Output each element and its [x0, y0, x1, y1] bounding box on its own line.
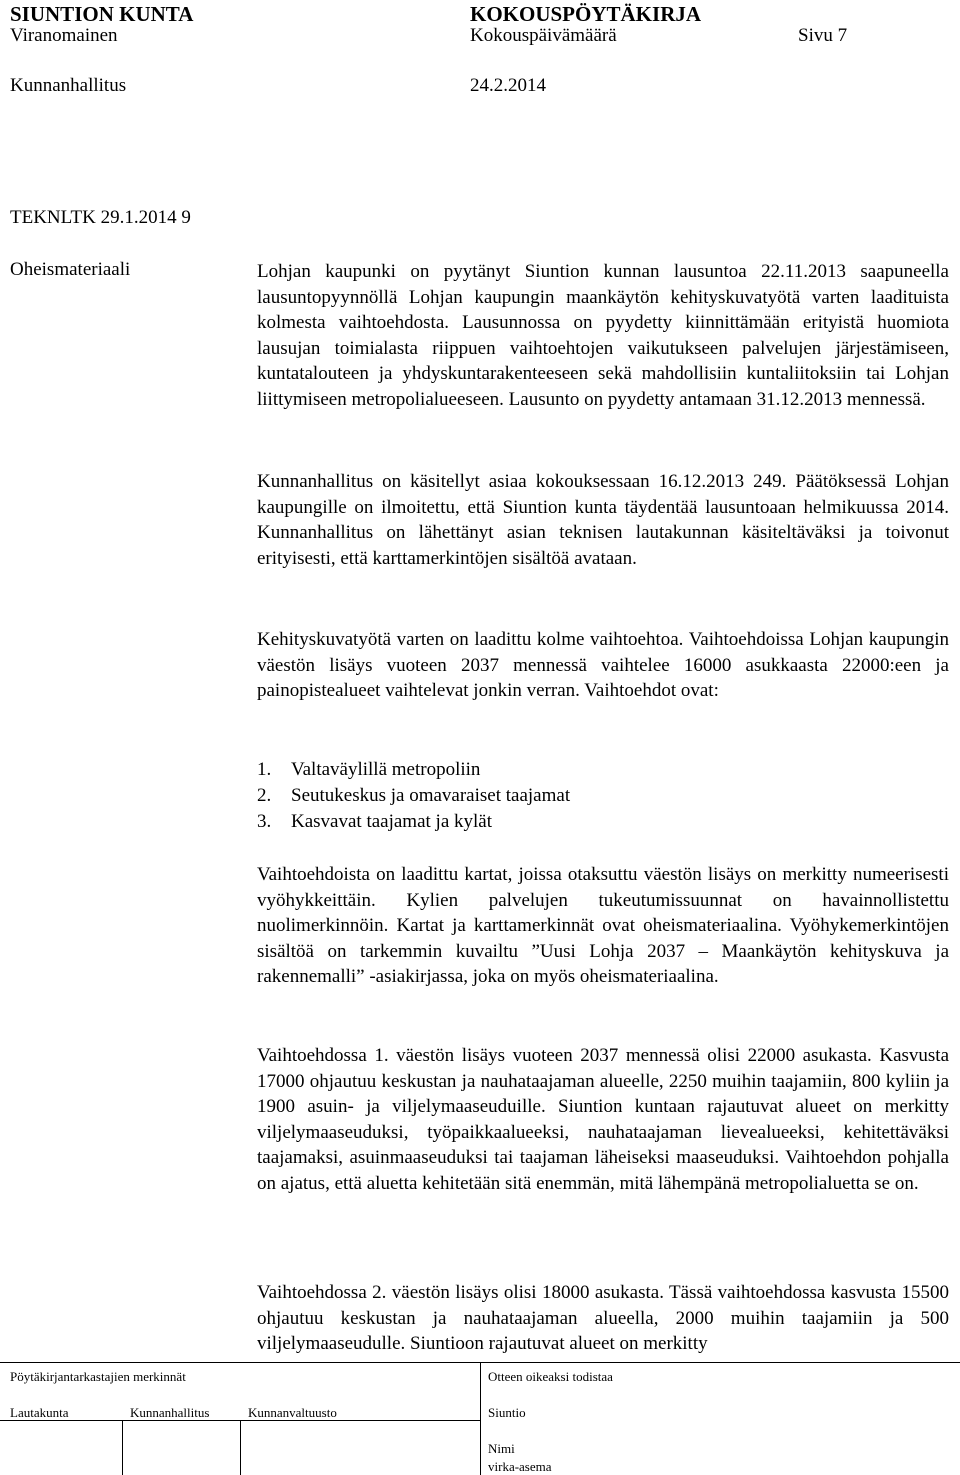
certification-label: Otteen oikeaksi todistaa: [488, 1369, 613, 1384]
footer-col-rule: [240, 1420, 241, 1475]
list-item-text: Seutukeskus ja omavaraiset taajamat: [291, 785, 571, 806]
authority-label: Viranomainen: [10, 25, 118, 46]
paragraph-request: Lohjan kaupunki on pyytänyt Siuntion kunnan lausuntoa 22.11.2013 saapuneella lausuntopyynnöllä Lohjan kaupungin maankäytön kehityskuvatyötä varten laadituista kolmesta vaihtoehdosta. Lausunnossa on pyydetty kiinnittämään erityistä huomiota lausujan toimialasta riippuen vaihtoehtojen vaikutukseen palvelujen järjestämiseen, kuntatalouteen ja yhdyskuntarakenteeseen sekä mahdollisiin kuntaliitoksiin tai Lohjan liittymiseen metropolialueeseen. Lausunto on pyydetty antamaan 31.12.2013 mennessä.: [257, 261, 949, 410]
paragraph-option-1: Vaihtoehdossa 1. väestön lisäys vuoteen 2037 mennessä olisi 22000 asukasta. Kasvusta 17000 ohjautuu keskustan ja nauhataajaman alueelle, 2250 muihin taajamiin, 800 kyliin ja 1900 asuin- ja viljelymaaseuduille. Siuntion kuntaan rajautuvat alueet on merkitty viljelymaaseuduksi, työpaikkaalueeksi, nauhataajaman lievealueeksi, kehitettäväksi taajamaksi, asuinmaaseuduksi tai taajaman läheiseksi maaseuduksi. Vaihtoehdon pohjalla on ajatus, että aluetta kehitetään sitä enemmän, mitä lähempänä metropolialuetta se on.: [257, 1045, 949, 1194]
list-item-text: Valtaväylillä metropoliin: [291, 759, 481, 780]
list-item-number: 3.: [257, 811, 272, 832]
list-item-number: 2.: [257, 785, 272, 806]
title-label: virka-asema: [488, 1459, 552, 1474]
section-label: Oheismateriaali: [10, 259, 131, 280]
org-name: SIUNTION KUNTA: [10, 2, 194, 26]
list-item: [257, 811, 492, 833]
place-label: Siuntio: [488, 1405, 526, 1420]
paragraph-board-decision: Kunnanhallitus on käsitellyt asiaa kokouksessaan 16.12.2013 249. Päätöksessä Lohjan kaupungille on ilmoitettu, että Siuntion kunta täydentää lausuntoaan helmikuussa 2014. Kunnanhallitus on lähettänyt asian teknisen lautakunnan käsiteltäväksi ja toivonut erityisesti, että karttamerkintöjen sisältöä avataan.: [257, 471, 949, 569]
footer-divider: [480, 1362, 481, 1475]
reference: TEKNLTK 29.1.2014 9: [10, 207, 191, 228]
date-label: Kokouspäivämäärä: [470, 25, 617, 46]
meeting-date: 24.2.2014: [470, 75, 546, 96]
document-type: KOKOUSPÖYTÄKIRJA: [470, 2, 702, 26]
list-item-number: 1.: [257, 759, 272, 780]
list-item: [257, 785, 570, 807]
government-column-label: Kunnanhallitus: [130, 1405, 210, 1420]
paragraph-maps: Vaihtoehdoista on laadittu kartat, joissa otaksuttu väestön lisäys on merkitty numeerisesti vyöhykkeittäin. Kylien palvelujen tukeutumissuunnat on havainnollistettu nuolimerkinnöin. Kartat ja karttamerkinnät ovat oheismateriaalina. Vyöhykemerkintöjen sisältöä on tarkemmin kuvailtu ”Uusi Lohja 2037 – Maankäytön kehityskuva ja rakennemalli” -asiakirjassa, joka on myös oheismateriaalina.: [257, 864, 949, 987]
footer-col-rule: [122, 1420, 123, 1475]
paragraph-option-2: Vaihtoehdossa 2. väestön lisäys olisi 18000 asukasta. Tässä vaihtoehdossa kasvusta 15500 ohjautuu keskustan ja nauhataajaman alueella, 2000 muihin taajamiin ja 500 viljelymaaseudulle. Siuntioon rajautuvat alueet on merkitty: [257, 1282, 949, 1354]
council-column-label: Kunnanvaltuusto: [248, 1405, 337, 1420]
name-label: Nimi: [488, 1441, 515, 1456]
authority: Kunnanhallitus: [10, 75, 127, 96]
list-item-text: Kasvavat taajamat ja kylät: [291, 811, 492, 832]
board-column-label: Lautakunta: [10, 1405, 69, 1420]
inspectors-label: Pöytäkirjantarkastajien merkinnät: [10, 1369, 186, 1384]
list-item: [257, 759, 480, 781]
paragraph-alternatives-intro: Kehityskuvatyötä varten on laadittu kolme vaihtoehtoa. Vaihtoehdoissa Lohjan kaupungin väestön lisäys vuoteen 2037 mennessä vaihtelee 16000 asukkaasta 22000:een ja painopistealueet vaihtelevat jonkin verran. Vaihtoehdot ovat:: [257, 629, 949, 701]
page-number: Sivu 7: [798, 25, 848, 46]
